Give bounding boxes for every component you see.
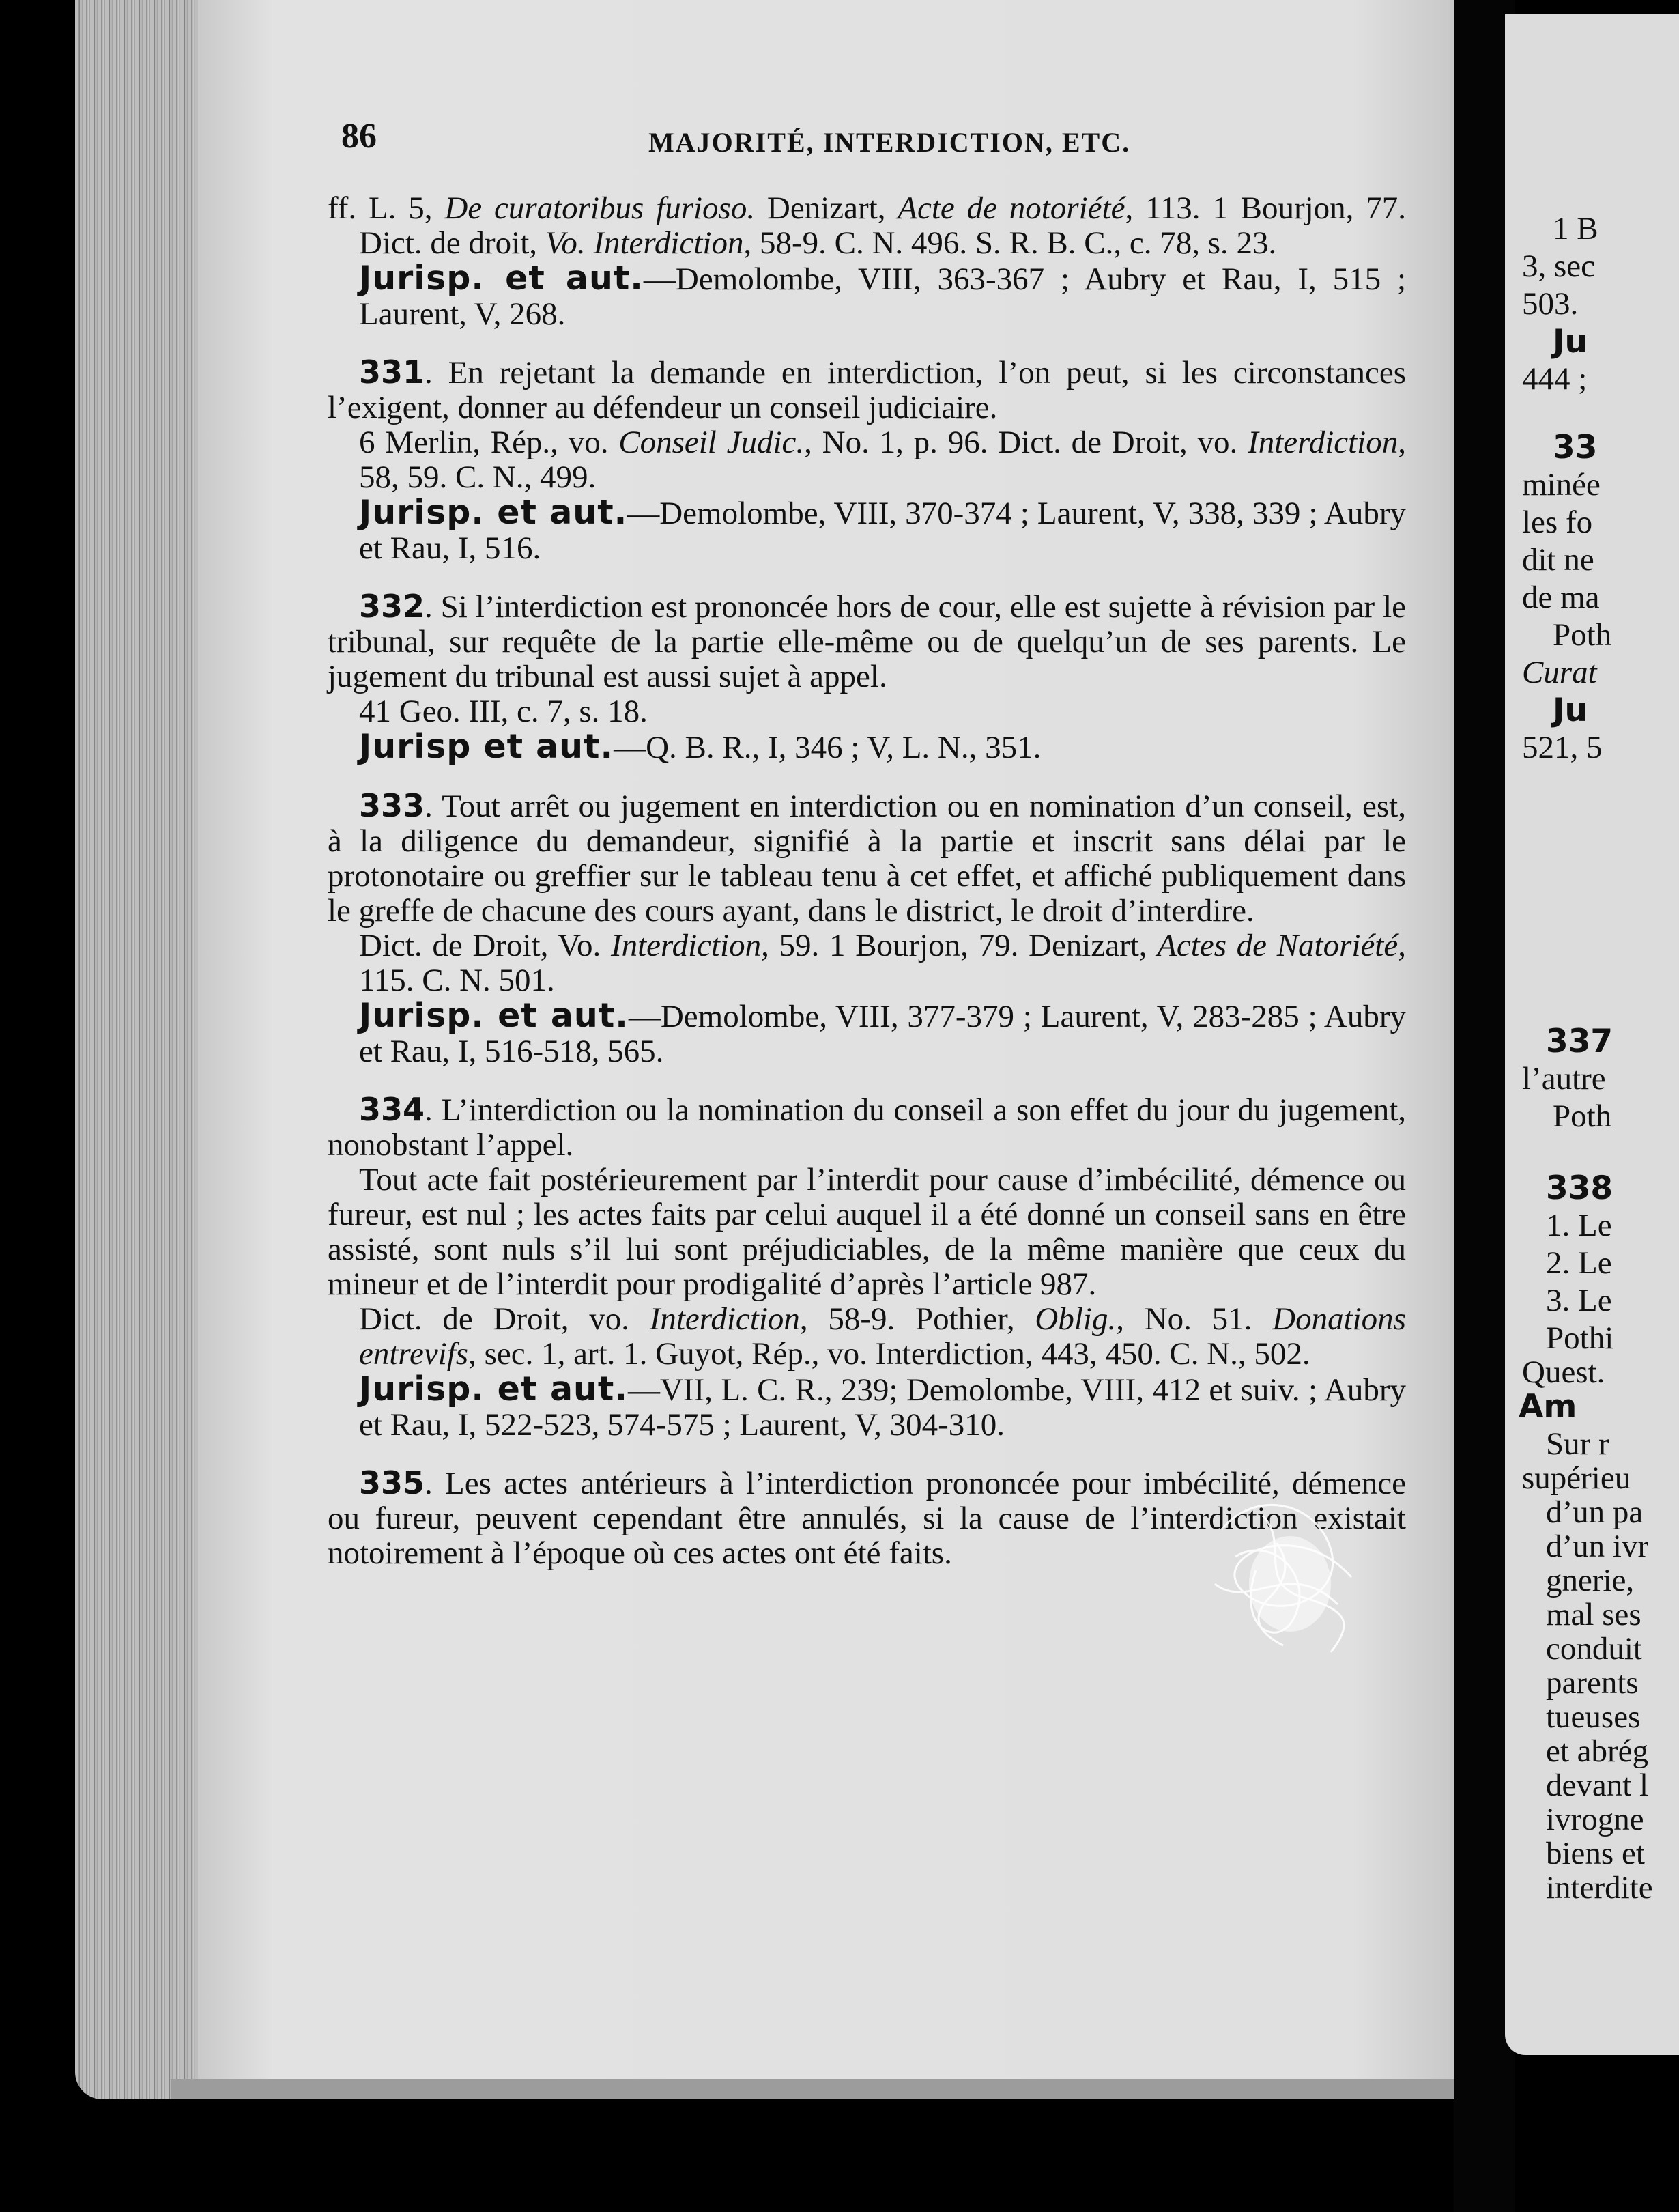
article-332: 332. Si l’interdiction est prononcée hors de cour, elle est sujette à révision par le tribunal, sur requête de la partie elle-même ou de quelqu’un de ses parents. Le jugement du tribunal est aussi sujet à appel. [328,588,1406,694]
facing-line: 3. Le [1546,1283,1612,1318]
article-333-citation: Dict. de Droit, Vo. Interdiction, 59. 1 Bourjon, 79. Denizart, Actes de Natoriété, 115. C. N. 501. [359,928,1406,998]
article-333: 333. Tout arrêt ou jugement en interdiction ou en nomination d’un conseil, est, à la diligence du demandeur, signifié à la partie et inscrit sans délai par le protonotaire ou greffier sur le tableau tenu à cet effet, et affiché publiquement dans le greffe de chacune des cours ayant, dans le district, le droit d’interdire. [328,787,1406,928]
intro-jurisprudence: Jurisp. et aut.—Demolombe, VIII, 363-367 ; Aubry et Rau, I, 515 ; Laurent, V, 268. [359,259,1406,332]
book-page [198,0,1454,2079]
facing-line: de ma [1522,580,1600,615]
article-331-jurisprudence: Jurisp. et aut.—Demolombe, VIII, 370-374 ; Laurent, V, 338, 339 ; Aubry et Rau, I, 516. [359,493,1406,566]
facing-line: minée [1522,467,1601,502]
facing-line: devant l [1546,1768,1649,1803]
article-331: 331. En rejetant la demande en interdiction, l’on peut, si les circonstances l’exigent, donner au défendeur un conseil judiciaire. [328,354,1406,425]
facing-line: 444 ; [1522,361,1588,397]
facing-line: ivrogne [1546,1802,1644,1837]
facing-line: l’autre [1522,1061,1606,1096]
facing-line: interdite [1546,1870,1653,1905]
facing-line: supérieu [1522,1460,1631,1496]
page-number: 86 [341,117,377,156]
facing-line: d’un pa [1546,1494,1644,1530]
facing-line: Poth [1553,617,1612,653]
facing-line: dit ne [1522,542,1594,578]
facing-line: Pothi [1546,1320,1614,1356]
facing-line: 3, sec [1522,249,1596,284]
facing-line: 1 B [1553,211,1598,246]
facing-line: les fo [1522,505,1593,540]
article-334-jurisprudence: Jurisp. et aut.—VII, L. C. R., 239; Demolombe, VIII, 412 et suiv. ; Aubry et Rau, I, 522-523, 574-575 ; Laurent, V, 304-310. [359,1370,1406,1443]
facing-line: biens et [1546,1836,1645,1871]
facing-line: Ju [1553,692,1588,729]
facing-line: 521, 5 [1522,730,1603,765]
text-column [328,191,1406,1571]
ink-smudge [1194,1475,1386,1679]
facing-line: 503. [1522,286,1579,322]
facing-line: Ju [1553,323,1588,360]
facing-line: conduit [1546,1631,1642,1667]
facing-line: mal ses [1546,1597,1641,1632]
running-title: MAJORITÉ, INTERDICTION, ETC. [648,127,1131,158]
article-334-citation: Dict. de Droit, vo. Interdiction, 58-9. Pothier, Oblig., No. 51. Donations entrevifs, sec. 1, art. 1. Guyot, Rép., vo. Interdiction, 443, 450. C. N., 502. [359,1301,1406,1372]
facing-line: et abrég [1546,1733,1649,1769]
facing-line: 338 [1546,1169,1613,1207]
article-331-citation: 6 Merlin, Rép., vo. Conseil Judic., No. 1, p. 96. Dict. de Droit, vo. Interdiction, 58, 59. C. N., 499. [359,425,1406,495]
article-334-paragraph-2: Tout acte fait postérieurement par l’interdit pour cause d’imbécilité, démence ou fureur, est nul ; les actes faits par celui auquel il a été donné un conseil sans en être assisté, sont nuls s’il lui sont préjudiciables, de la même manière que ceux du mineur et de l’interdit pour prodigalité d’après l’article 987. [328,1162,1406,1302]
facing-line: Poth [1553,1098,1612,1134]
facing-page [1505,14,1679,2055]
facing-line: Curat [1522,655,1597,690]
intro-citation: ff. L. 5, De curatoribus furioso. Denizart, Acte de notoriété, 113. 1 Bourjon, 77. Dict. de droit, Vo. Interdiction, 58-9. C. N. 496. S. R. B. C., c. 78, s. 23. [328,190,1406,261]
article-335: 335. Les actes antérieurs à l’interdiction prononcée pour imbécilité, démence ou fureur, peuvent cependant être annulés, si la cause de l’interdiction existait notoirement à l’époque où ces actes ont été faits. [328,1464,1406,1571]
facing-line: tueuses [1546,1699,1641,1735]
facing-line: 337 [1546,1023,1613,1060]
article-333-jurisprudence: Jurisp. et aut.—Demolombe, VIII, 377-379 ; Laurent, V, 283-285 ; Aubry et Rau, I, 516-518, 565. [359,996,1406,1069]
facing-line: parents [1546,1665,1639,1701]
facing-line: gnerie, [1546,1563,1635,1598]
facing-line: 2. Le [1546,1245,1612,1281]
facing-line: Am [1519,1388,1577,1426]
article-332-jurisprudence: Jurisp et aut.—Q. B. R., I, 346 ; V, L. N., 351. [359,727,1042,766]
facing-line: Sur r [1546,1426,1609,1462]
page-bottom-edge [171,2079,1454,2099]
facing-line: Quest. [1522,1355,1605,1390]
facing-line: d’un ivr [1546,1529,1649,1564]
article-334: 334. L’interdiction ou la nomination du conseil a son effet du jour du jugement, nonobstant l’appel. [328,1091,1406,1163]
article-332-citation: 41 Geo. III, c. 7, s. 18. [359,694,648,729]
facing-line: 33 [1553,429,1598,466]
facing-line: 1. Le [1546,1208,1612,1243]
